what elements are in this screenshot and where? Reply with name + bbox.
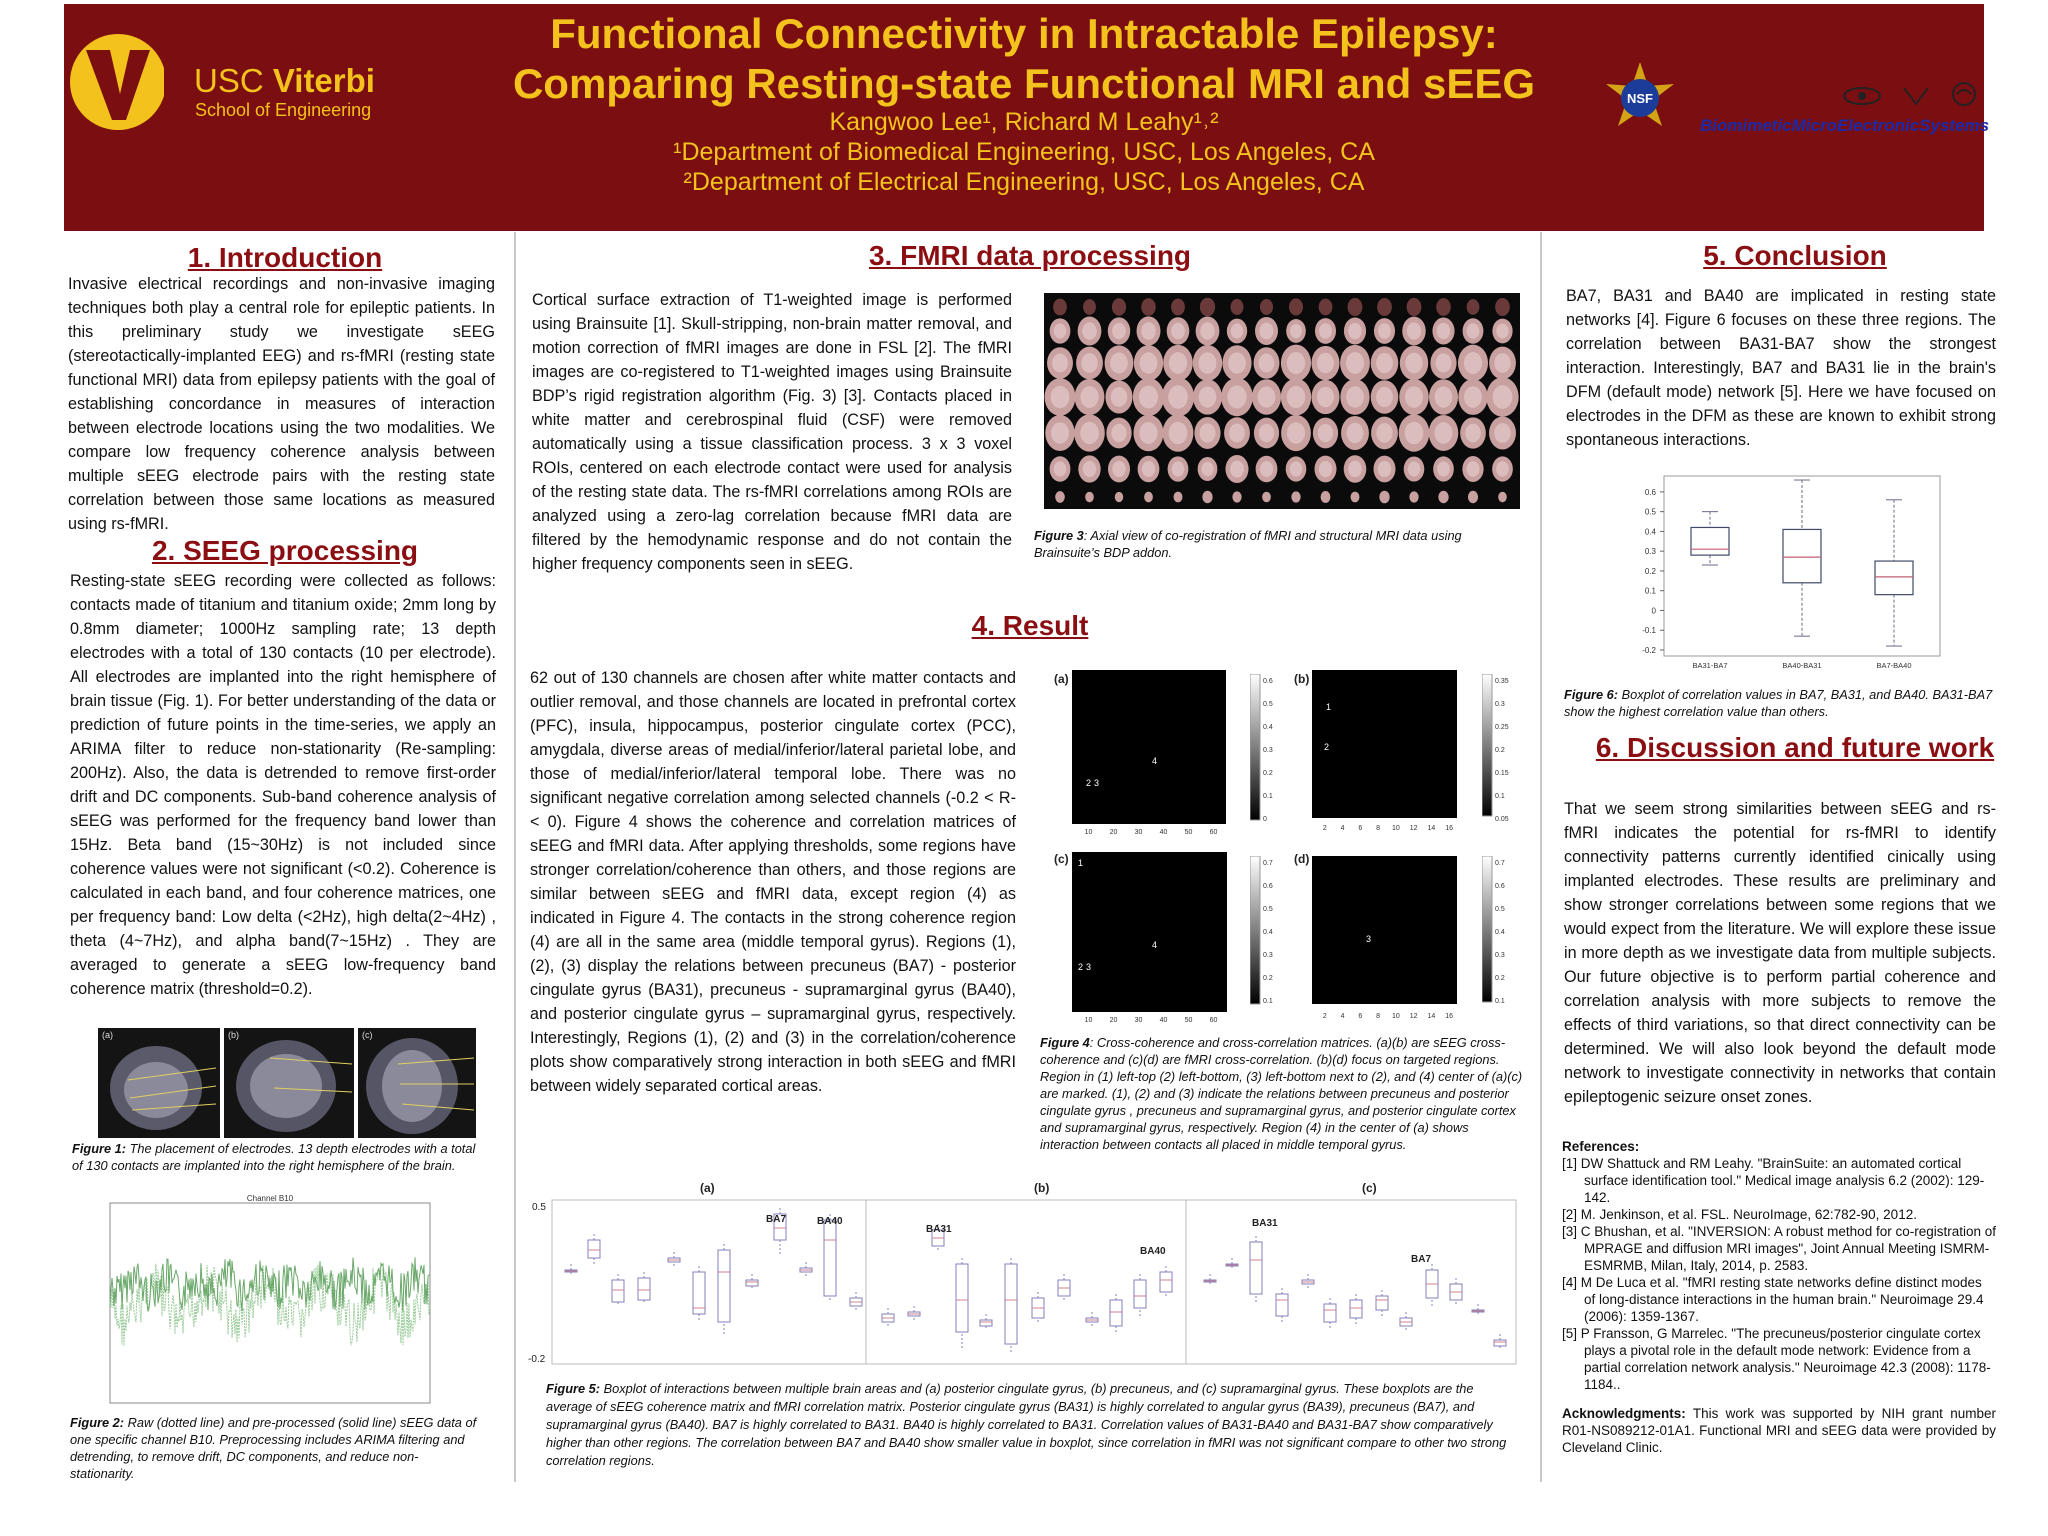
mri-slice-core (1230, 461, 1244, 478)
figure4-label-a: (a) (1054, 672, 1069, 686)
figure6-boxplot-chart (1620, 470, 1950, 676)
mri-slice-core (1287, 422, 1305, 444)
mri-slice-core (1259, 424, 1274, 442)
acknowledgments (1562, 1405, 1996, 1456)
svg-text:3: 3 (1086, 962, 1092, 972)
nsf-logo (1602, 60, 1678, 136)
matrix-axis-tick: 30 (1134, 1017, 1143, 1024)
mri-slice-core (1111, 424, 1126, 443)
figure5-label-b: (b) (1034, 1181, 1050, 1195)
mri-slice-core (1229, 424, 1245, 443)
mri-slice-core (1496, 461, 1509, 476)
boxplot-box (1350, 1300, 1362, 1318)
figure1-panel-c (358, 1028, 476, 1138)
figure4-colorbar-b (1482, 674, 1528, 824)
matrix-axis-tick: 10 (1391, 1013, 1400, 1020)
poster-title-line1: Functional Connectivity in Intractable Epilepsy: (550, 10, 1498, 57)
mri-slice-core (1317, 353, 1334, 374)
mri-slice-core (1140, 352, 1158, 373)
boxplot-box (1250, 1242, 1262, 1294)
figure3-caption: Figure 3: Axial view of co-registration of fMRI and structural MRI data using Brainsuite’s BDP addon. (1034, 528, 1462, 560)
matrix-axis-tick: 6 (1358, 1013, 1363, 1020)
mri-slice (1436, 298, 1451, 316)
mri-slice-core (1346, 352, 1364, 374)
figure2-caption: Figure 2: Raw (dotted line) and pre-processed (solid line) sEEG data of one specific channel B10. Preprocessing includes ARIMA filtering and detrending, to remove drift, DC components, and reduce non-stationarity. (70, 1415, 477, 1481)
mri-slice (1112, 298, 1126, 315)
y-tick-label: 0.6 (1644, 487, 1656, 497)
references-section (1562, 1138, 1996, 1456)
matrix-axis-tick: 16 (1445, 1013, 1454, 1020)
box-BA7-BA40 (1875, 561, 1913, 595)
figure2-signal-plot (98, 1195, 436, 1413)
acknowledgments-heading: Acknowledgments: (1562, 1406, 1686, 1421)
colorbar-tick: 0.7 (1495, 860, 1505, 867)
matrix-axis-tick: 8 (1376, 1013, 1381, 1020)
section-title-result: 4. Result (971, 610, 1089, 641)
boxplot-box (1110, 1300, 1122, 1326)
boxplot-box (980, 1320, 992, 1326)
boxplot-box (588, 1240, 600, 1258)
mri-slice-core (1405, 422, 1424, 444)
svg-text:1: 1 (1326, 702, 1332, 712)
mri-slice-core (1317, 387, 1334, 408)
panel-label: (a) (102, 1030, 113, 1040)
column-divider-2 (1540, 232, 1542, 1482)
matrix-axis-tick: 12 (1409, 1013, 1418, 1020)
mri-slice-core (1290, 324, 1302, 338)
figure2-plot-title: Channel B10 (246, 1195, 294, 1203)
mri-slice-core (1435, 386, 1453, 407)
colorbar-tick: 0.15 (1495, 770, 1509, 777)
mri-slice-core (1199, 352, 1217, 374)
svg-text:3: 3 (1094, 778, 1100, 788)
figure4-matrix-a (1072, 670, 1227, 840)
mri-slice (1085, 492, 1094, 503)
figure4-matrices (1050, 666, 1530, 1026)
mri-slice (1409, 491, 1418, 502)
matrix-axis-tick: 16 (1445, 825, 1454, 832)
colorbar-tick: 0.1 (1495, 998, 1505, 1005)
mri-slice-core (1139, 386, 1158, 409)
matrix-axis-tick: 30 (1134, 829, 1143, 836)
reference-item: [4] M De Luca et al. "fMRI resting state networks define distinct modes of long-distance interactions in the human brain." Neuroimage 29.4 (2006): 1359-1367. (1562, 1275, 1984, 1324)
reference-item: [1] DW Shattuck and RM Leahy. "BrainSuite: an automated cortical surface identification tool." Medical image analysis 6.2 (2002): 129-142. (1562, 1156, 1985, 1205)
bmes-logo-graphic (1834, 80, 1984, 116)
mri-slice (1230, 299, 1243, 315)
mri-slice-core (1376, 353, 1393, 373)
matrix-axis-tick: 10 (1084, 829, 1093, 836)
mri-slice-core (1110, 352, 1128, 373)
mri-slice-core (1376, 387, 1393, 407)
mri-slice-core (1258, 386, 1276, 407)
mri-slice (1053, 299, 1067, 316)
section-title-fmri: 3. FMRI data processing (868, 240, 1192, 271)
mri-slice (1083, 299, 1096, 315)
mri-slice-core (1376, 423, 1392, 443)
figure4-matrix-b (1312, 670, 1462, 840)
mri-slice (1289, 298, 1303, 315)
mri-slice (1262, 492, 1271, 503)
figure3-mri-montage (1044, 293, 1520, 509)
mri-slice (1291, 491, 1300, 502)
mri-slice (1115, 492, 1123, 502)
colorbar-tick: 0.3 (1263, 952, 1273, 959)
mri-slice-core (1493, 385, 1513, 409)
poster-title-line2: Comparing Resting-state Functional MRI and sEEG (512, 60, 1536, 107)
poster-header (64, 4, 1990, 231)
colorbar-tick: 0.4 (1495, 929, 1505, 936)
mri-slice (1438, 491, 1448, 504)
figure4-colorbar-d (1482, 856, 1528, 1008)
mri-slice-core (1200, 423, 1216, 442)
box-BA40-BA31 (1783, 529, 1821, 582)
mri-slice-core (1378, 323, 1391, 338)
matrix-axis-tick: 6 (1358, 825, 1363, 832)
colorbar-tick: 0.5 (1263, 701, 1273, 708)
affiliation-1: ¹Department of Biomedical Engineering, USC, Los Angeles, CA (673, 138, 1375, 166)
figure5-ytick-top: 0.5 (532, 1202, 546, 1213)
matrix-axis-tick: 14 (1427, 825, 1436, 832)
mri-slice (1377, 298, 1392, 316)
result-text: 62 out of 130 channels are chosen after white matter contacts and outlier removal, and those channels are located in prefrontal cortex (PFC), insula, hippocampus, posterior cingulate cortex (PCC), amygdala, diverse areas of medial/inferior/lateral parietal lobe, and those of medial/inferior/lateral temporal lobe. There was no significant negative correlation among selected channels (-0.2 < R- < 0). Figure 4 shows the coherence and correlation matrices of sEEG and fMRI data. After applying thresholds, some regions have stronger correlation/coherence than others, and those regions are similar between sEEG and fMRI data, except region (4) as indicated in Figure 4. The contacts in the strong coherence region (4) are all in the same area (middle temporal gyrus). Regions (1), (2), (3) display the relations between precuneus (BA7) - posterior cingulate gyrus (BA31), precuneus - supramarginal gyrus (BA40), and posterior cingulate gyrus – supramarginal gyrus, respectively. Interestingly, Regions (1), (2) and (3) in the correlation/coherence plots show comparatively strong interaction in both sEEG and fMRI between widely separated cortical areas. (530, 669, 1016, 1095)
section-title-conclusion: 5. Conclusion (1703, 240, 1887, 271)
mri-slice-core (1199, 386, 1217, 407)
mri-slice-core (1171, 323, 1185, 340)
mri-slice-core (1348, 461, 1362, 478)
y-tick-label: 0.5 (1644, 507, 1656, 517)
box-BA31-BA7 (1691, 527, 1729, 555)
panel-label: (b) (228, 1030, 239, 1040)
colorbar-tick: 0.1 (1495, 793, 1505, 800)
svg-text:4: 4 (1152, 756, 1158, 766)
mri-slice-core (1169, 352, 1187, 374)
bmes-logo-text: BiomimeticMicroElectronicSystems (1700, 116, 1990, 135)
seeg-processing-text: Resting-state sEEG recording were collected as follows: contacts made of titanium and titanium oxide; 2mm long by 0.8mm diameter; 1000Hz sampling rate; 13 depth electrodes with a total of 130 contacts (10 per electrode). All electrodes are implanted into the right hemisphere of brain tissue (Fig. 1). For better understanding of the data or prediction of future points in the time-series, we apply an ARIMA filter to reduce non-stationarity (Re-sampling: 200Hz). Also, the data is detrended to remove first-order drift and DC components. Sub-band coherence analysis of sEEG was performed for the frequency band lower than 15Hz. Beta band (15~30Hz) is not included since coherence values were not significant (<0.2). Coherence is calculated in each band, and four coherence matrices, one per frequency band: Low delta (<2Hz), high delta(2~4Hz) , theta (4~7Hz), and alpha band(7~15Hz) . They are averaged to generate a sEEG low-frequency band coherence matrix (threshold=0.2). (70, 572, 496, 998)
boxplot-box (1160, 1272, 1172, 1292)
mri-slice (1467, 299, 1480, 315)
figure4-matrix-c (1072, 852, 1227, 1028)
mri-slice-core (1168, 385, 1188, 409)
mri-slice-core (1319, 461, 1332, 477)
y-tick-label: 0.1 (1644, 586, 1656, 596)
authors: Kangwoo Lee¹, Richard M Leahy¹˒² (829, 108, 1219, 136)
matrix-axis-tick: 60 (1209, 829, 1218, 836)
mri-slice (1351, 492, 1360, 503)
colorbar-tick: 0.2 (1495, 975, 1505, 982)
mri-slice-core (1228, 352, 1246, 373)
mri-slice-core (1051, 386, 1070, 409)
matrix-axis-tick: 8 (1376, 825, 1381, 832)
y-tick-label: 0.4 (1644, 527, 1656, 537)
mri-slice (1495, 298, 1510, 316)
mri-slice-core (1259, 354, 1275, 373)
boxplot-box (1376, 1296, 1388, 1310)
boxplot-box (956, 1264, 968, 1332)
mri-slice-core (1348, 323, 1362, 339)
matrix-axis-tick: 20 (1109, 1017, 1118, 1024)
mri-slice-core (1407, 322, 1421, 339)
colorbar-tick: 0.05 (1495, 816, 1509, 823)
mri-slice-core (1080, 422, 1099, 444)
figure1-caption: Figure 1: The placement of electrodes. 13 depth electrodes with a total of 130 contacts are implanted into the right hemisphere of the brain. (72, 1141, 476, 1173)
boxplot-box (612, 1280, 624, 1302)
mri-slice-core (1436, 353, 1452, 372)
colorbar-tick: 0.2 (1263, 975, 1273, 982)
section-title-seeg-processing: 2. SEEG processing (151, 535, 419, 566)
mri-slice-core (1112, 323, 1126, 339)
y-tick-label: -0.1 (1642, 626, 1656, 636)
y-tick-label: 0.2 (1644, 566, 1656, 576)
colorbar-tick: 0.6 (1495, 883, 1505, 890)
matrix-axis-tick: 4 (1340, 1013, 1345, 1020)
matrix-axis-tick: 2 (1322, 825, 1327, 832)
mri-slice-core (1201, 462, 1213, 476)
reference-item: [5] P Fransson, G Marrelec. "The precuneus/posterior cingulate cortex plays a pivotal role in the default mode network: Evidence from a partial correlation network analysis." Neuroimage 42.3 (2008): 1178-1184.. (1562, 1326, 1991, 1392)
mri-slice (1468, 491, 1478, 503)
y-tick-label: 0 (1651, 606, 1656, 616)
boxplot-box (1276, 1294, 1288, 1316)
mri-slice-core (1082, 322, 1097, 339)
boxplot-box (824, 1220, 836, 1296)
mri-slice-core (1081, 353, 1097, 373)
colorbar-tick: 0.4 (1263, 724, 1273, 731)
acknowledgments-text: This work was supported by NIH grant number R01-NS089212-01A1. Functional MRI and sEEG data were provided by Cleveland Clinic. (1562, 1406, 1996, 1455)
matrix-axis-tick: 10 (1084, 1017, 1093, 1024)
mri-slice-core (1287, 352, 1305, 374)
mri-slice-core (1139, 422, 1157, 444)
colorbar-tick: 0 (1263, 816, 1267, 823)
svg-text:2: 2 (1324, 932, 1330, 942)
colorbar-tick: 0.3 (1495, 701, 1505, 708)
matrix-axis-tick: 2 (1322, 1013, 1327, 1020)
y-tick-label: 0.3 (1644, 547, 1656, 557)
mri-slice-core (1231, 324, 1243, 339)
mri-slice (1141, 298, 1155, 316)
figure5-annot-ba31-c: BA31 (1252, 1218, 1278, 1229)
colorbar-tick: 0.1 (1263, 998, 1273, 1005)
mri-slice-core (1494, 423, 1510, 443)
figure4-colorbar-c (1250, 856, 1292, 1008)
svg-text:4: 4 (1152, 940, 1158, 950)
figure5-annot-ba40-a: BA40 (817, 1216, 843, 1227)
matrix-axis-tick: 10 (1391, 825, 1400, 832)
matrix-axis-tick: 12 (1409, 825, 1418, 832)
matrix-axis-tick: 20 (1109, 829, 1118, 836)
boxplot-box (1005, 1264, 1017, 1344)
colorbar-tick: 0.7 (1263, 860, 1273, 867)
reference-item: [2] M. Jenkinson, et al. FSL. NeuroImage, 62:782-90, 2012. (1562, 1207, 1917, 1222)
mri-slice-core (1259, 323, 1273, 340)
mri-slice (1174, 492, 1183, 503)
mri-slice-core (1437, 461, 1450, 476)
x-category-label: BA40-BA31 (1782, 661, 1822, 670)
colorbar-tick: 0.4 (1263, 929, 1273, 936)
mri-slice (1202, 491, 1212, 504)
conclusion-text: BA7, BA31 and BA40 are implicated in resting state networks [4]. Figure 6 focuses on these three regions. The correlation between BA31-BA7 show the strongest interaction. Interestingly, BA7 and BA31 lie in the brain's DFM (default mode) network [5]. Here we have focused on electrodes in the DFM as these are known to exhibit strong spontaneous interactions. (1566, 287, 1996, 449)
discussion-text: That we seem strong similarities between sEEG and rs-fMRI indicates the potential for rs-fMRI to identify connectivity patterns currently identified cinically using implanted electrodes. These results are preliminary and show stronger correlations between some regions that we would expect from the literature. We will explore these issue in more depth as we investigate data from multiple subjects. Our future objective is to perform partial coherence and correlation analysis with more subjects to remove the effects of third variations, so that direct connectivity can be determined. We will also look beyond the default mode network to investigate connectivity in networks that contain epileptogenic seizure onset zones. (1564, 800, 1996, 1106)
colorbar-tick: 0.3 (1495, 952, 1505, 959)
svg-text:3: 3 (1366, 934, 1372, 944)
mri-slice-core (1227, 385, 1246, 408)
mri-slice-core (1464, 386, 1482, 408)
mri-slice-core (1080, 386, 1098, 408)
colorbar-tick: 0.25 (1495, 724, 1509, 731)
mri-slice-core (1346, 386, 1364, 407)
boxplot-box (1494, 1340, 1506, 1346)
mri-slice-core (1408, 461, 1421, 476)
x-category-label: BA31-BA7 (1692, 661, 1728, 670)
mri-slice-core (1405, 386, 1423, 408)
mri-slice-core (1200, 322, 1215, 339)
mri-slice-core (1464, 352, 1482, 374)
figure5-annot-ba7-c: BA7 (1411, 1254, 1432, 1265)
mri-slice (1260, 299, 1273, 315)
svg-text:NSF: NSF (1627, 91, 1653, 106)
mri-slice-core (1052, 354, 1068, 373)
figure4-colorbar-a (1250, 674, 1292, 824)
mri-slice (1319, 299, 1333, 316)
introduction-text: Invasive electrical recordings and non-invasive imaging techniques both play a central role for epileptic patients. In this preliminary study we investigate sEEG (stereotactically-implanted EEG) and rs-fMRI (resting state functional MRI) data from epilepsy patients with the goal of establishing concordance in measures of interaction between electrode locations using the two modalities. We compare low frequency coherence analysis between multiple sEEG electrode pairs with the resting state correlation between those same locations as measured using rs-fMRI. (68, 275, 495, 533)
figure5-annot-ba7-a: BA7 (766, 1214, 787, 1225)
mri-slice (1200, 298, 1215, 317)
mri-slice (1379, 491, 1389, 504)
mri-slice (1348, 298, 1363, 316)
mri-slice-core (1378, 461, 1391, 477)
svg-text:2: 2 (1078, 962, 1084, 972)
figure5-boxplots (510, 1180, 1530, 1366)
colorbar-tick: 0.5 (1495, 906, 1505, 913)
boxplot-box (1134, 1280, 1146, 1308)
matrix-axis-tick: 50 (1184, 829, 1193, 836)
mri-slice-core (1169, 422, 1188, 445)
affiliation-2: ²Department of Electrical Engineering, USC, Los Angeles, CA (683, 168, 1365, 196)
matrix-axis-tick: 4 (1340, 825, 1345, 832)
mri-slice-core (1141, 322, 1156, 340)
figure4-label-c: (c) (1054, 852, 1069, 866)
mri-slice (1498, 492, 1507, 502)
mri-slice-core (1494, 353, 1510, 373)
mri-slice-core (1347, 423, 1364, 443)
mri-slice-core (1111, 387, 1128, 407)
section-title-introduction: 1. Introduction (187, 242, 383, 273)
section-title-discussion: 6. Discussion and future work (1595, 732, 1995, 763)
colorbar-tick: 0.1 (1263, 793, 1273, 800)
colorbar-tick: 0.5 (1263, 906, 1273, 913)
figure4-label-d: (d) (1294, 852, 1310, 866)
figure4-matrix-d (1312, 856, 1462, 1028)
matrix-axis-tick: 50 (1184, 1017, 1193, 1024)
svg-text:2: 2 (1324, 742, 1330, 752)
mri-slice-core (1290, 461, 1303, 476)
boxplot-box (1324, 1304, 1336, 1322)
figure5-ytick-bottom: -0.2 (528, 1354, 546, 1365)
mri-slice-core (1287, 386, 1306, 408)
mri-slice-core (1051, 422, 1069, 444)
mri-slice-core (1437, 323, 1450, 339)
mri-slice (1321, 491, 1331, 503)
boxplot-box (746, 1280, 758, 1286)
fmri-processing-text: Cortical surface extraction of T1-weighted image is performed using Brainsuite [1]. Skull-stripping, non-brain matter removal, and motion correction of fMRI images are done in FSL [2]. The fMRI images are co-registered to T1-weighted images using Brainsuite BDP’s rigid registration algorithm (Fig. 3) [3]. Contacts placed in white matter and cerebrospinal fluid (CSF) were removed automatically using a tissue classification process. 3 x 3 voxel ROIs, centered on each electrode contact were used for analysis of the resting state data. The rs-fMRI correlations among ROIs are analyzed using a zero-lag correlation because fMRI data are filtered by the hemodynamic response and do not contain the higher frequency components seen in sEEG. (532, 291, 1012, 573)
mri-slice (1055, 491, 1065, 503)
boxplot-box (638, 1278, 650, 1300)
mri-slice-core (1112, 461, 1125, 477)
mri-slice (1171, 299, 1185, 316)
svg-text:3: 3 (1364, 748, 1370, 758)
mri-slice-core (1318, 424, 1333, 442)
mri-slice-core (1405, 353, 1422, 374)
mri-slice-core (1319, 323, 1332, 338)
mri-slice-core (1260, 461, 1273, 477)
figure1-panel-b (224, 1028, 354, 1138)
mri-slice-core (1434, 422, 1452, 444)
panel-label: (c) (362, 1030, 373, 1040)
colorbar-tick: 0.2 (1495, 747, 1505, 754)
matrix-axis-tick: 40 (1159, 829, 1168, 836)
colorbar-tick: 0.35 (1495, 678, 1509, 685)
mri-slice-core (1142, 461, 1155, 477)
references-heading: References: (1562, 1139, 1640, 1154)
figure5-caption: Figure 5: Boxplot of interactions between multiple brain areas and (a) posterior cingulate gyrus, (b) precuneus, and (c) supramarginal gyrus. These boxplots are the average of sEEG coherence matrix and fMRI correlation matrix. Posterior cingulate gyrus (BA31) is highly correlated to angular gyrus (BA39), precuneus (BA7), and supramarginal gyrus (BA40). BA7 is highly correlated to BA31. BA40 is highly correlated to BA31. Correlation values of BA31-BA40 and BA31-BA7 show comparatively higher than other regions. The correlation between BA7 and BA40 show smaller value in boxplot, since correlation in fMRI was not significant compare to other two strong correlation regions. (546, 1381, 1507, 1468)
figure5-label-c: (c) (1362, 1181, 1377, 1195)
colorbar-tick: 0.3 (1263, 747, 1273, 754)
mri-slice-core (1054, 323, 1067, 338)
x-category-label: BA7-BA40 (1876, 661, 1912, 670)
svg-text:2: 2 (1086, 778, 1092, 788)
colorbar-tick: 0.6 (1263, 883, 1273, 890)
y-tick-label: -0.2 (1642, 646, 1656, 655)
mri-slice-core (1496, 324, 1508, 339)
reference-item: [3] C Bhushan, et al. "INVERSION: A robust method for co-registration of MPRAGE and diffusion MRI images", Joint Annual Meeting ISMRM-ESMRMB, Milan, Italy, 2014, p. 2583. (1562, 1224, 1996, 1273)
mri-slice (1232, 491, 1241, 502)
boxplot-box (718, 1250, 730, 1322)
mri-slice-core (1467, 461, 1480, 477)
mri-slice-core (1467, 323, 1480, 338)
figure5-annot-ba31-b: BA31 (926, 1224, 952, 1235)
figure6-caption: Figure 6: Boxplot of correlation values in BA7, BA31, and BA40. BA31-BA7 show the highest correlation value than others. (1564, 687, 1993, 719)
matrix-axis-tick: 14 (1427, 1013, 1436, 1020)
svg-text:1: 1 (1078, 858, 1084, 868)
mri-slice-core (1083, 461, 1097, 477)
figure4-caption: Figure 4: Cross-coherence and cross-correlation matrices. (a)(b) are sEEG cross-coherence and (c)(d) are fMRI cross-correlation. (b)(d) focus on targeted regions. Region in (1) left-top (2) left-bottom, (3) left-bottom next to (2), and (4) center of (a)(c) are marked. (1), (2) and (3) indicate the relations between precuneus and posterior cingulate gyrus , precuneus and supramarginal gyrus, and posterior cingulate cortex and supramarginal gyrus, respectively. Region (4) in the center of (a) shows interaction between contacts all placed in middle temporal gyrus. (1040, 1035, 1523, 1152)
mri-slice-core (1054, 461, 1067, 476)
matrix-axis-tick: 40 (1159, 1017, 1168, 1024)
school-of-engineering-label: School of Engineering (195, 100, 372, 120)
svg-text:1: 1 (1326, 890, 1332, 900)
mri-slice-core (1465, 424, 1481, 443)
matrix-axis-tick: 60 (1209, 1017, 1218, 1024)
mri-slice-core (1172, 461, 1185, 476)
figure5-annot-ba40-b: BA40 (1140, 1246, 1166, 1257)
mri-slice (1407, 298, 1422, 316)
figure4-label-b: (b) (1294, 672, 1310, 686)
usc-viterbi-wordmark: USC Viterbi (194, 62, 375, 99)
colorbar-tick: 0.2 (1263, 770, 1273, 777)
colorbar-tick: 0.6 (1263, 678, 1273, 685)
figure1-panel-a (98, 1028, 220, 1138)
mri-slice (1144, 492, 1153, 503)
figure5-label-a: (a) (700, 1181, 715, 1195)
